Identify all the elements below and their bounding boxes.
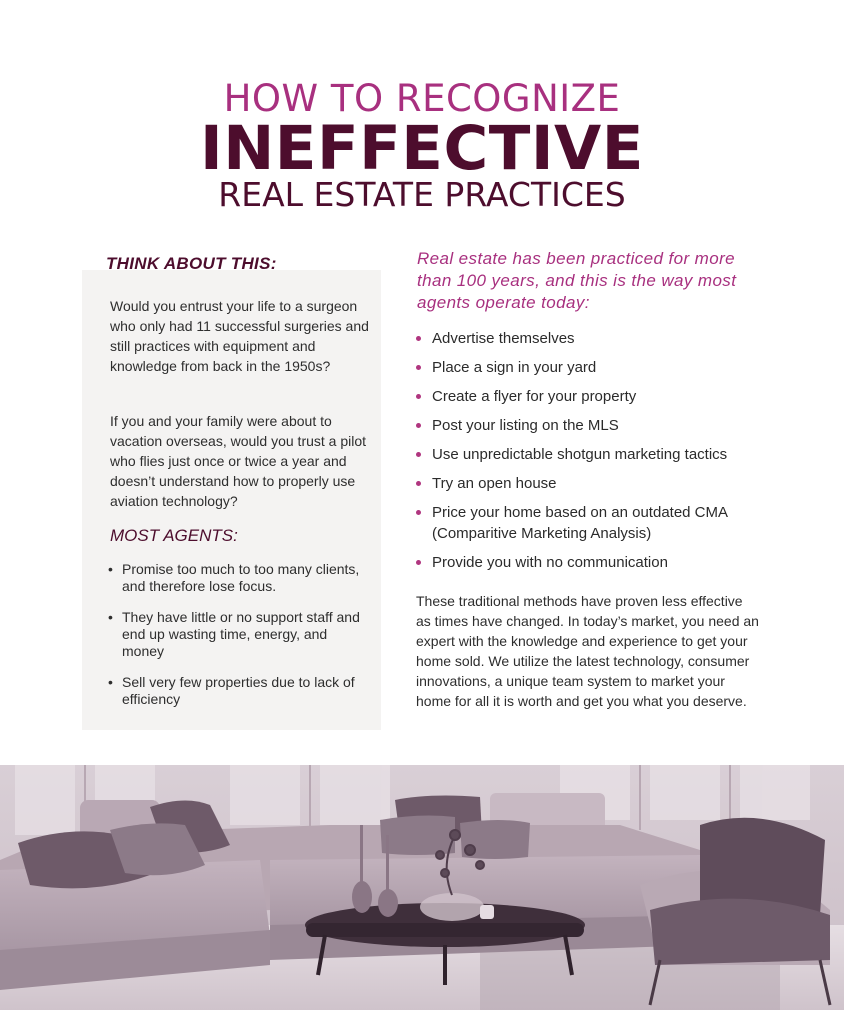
list-item: Advertise themselves	[414, 328, 759, 349]
list-item: • Sell very few properties due to lack of efficiency	[106, 674, 372, 708]
list-item: Place a sign in your yard	[414, 357, 759, 378]
list-item: • Promise too much to too many clients, and therefore lose focus.	[106, 561, 372, 595]
practices-list	[414, 328, 759, 581]
list-item: Try an open house	[414, 473, 759, 494]
list-item: Post your listing on the MLS	[414, 415, 759, 436]
list-item: Provide you with no communication	[414, 552, 759, 573]
list-item: Use unpredictable shotgun marketing tactics	[414, 444, 759, 465]
page-title	[0, 78, 844, 214]
list-item: Create a flyer for your property	[414, 386, 759, 407]
title-line-3: REAL ESTATE PRACTICES	[218, 175, 626, 214]
title-line-1: HOW TO RECOGNIZE	[223, 77, 621, 120]
think-about-this-heading: THINK ABOUT THIS:	[106, 254, 277, 273]
pilot-paragraph: If you and your family were about to vacation overseas, would you trust a pilot who flies just once or twice a year and doesn’t understand how to properly use aviation technology?	[110, 413, 367, 509]
title-line-2: INEFFECTIVE	[200, 113, 644, 184]
most-agents-list	[106, 561, 372, 722]
closing-paragraph: These traditional methods have proven less effective as times have changed. In today’s market, you need an expert with the knowledge and experience to get your home sold. We utilize the latest technology, consumer innovations, a unique team system to market your home for all it is worth and get you what you deserve.	[416, 593, 759, 709]
right-intro: Real estate has been practiced for more than 100 years, and this is the way most agents operate today:	[417, 249, 737, 312]
most-agents-heading: MOST AGENTS:	[110, 526, 238, 545]
surgeon-paragraph: Would you entrust your life to a surgeon who only had 11 successful surgeries and still practices with equipment and knowledge from back in the 1950s?	[110, 298, 369, 374]
list-item: • They have little or no support staff and end up wasting time, energy, and money	[106, 609, 372, 660]
list-item: Price your home based on an outdated CMA (Comparitive Marketing Analysis)	[414, 502, 759, 544]
living-room-photo	[0, 765, 844, 1010]
